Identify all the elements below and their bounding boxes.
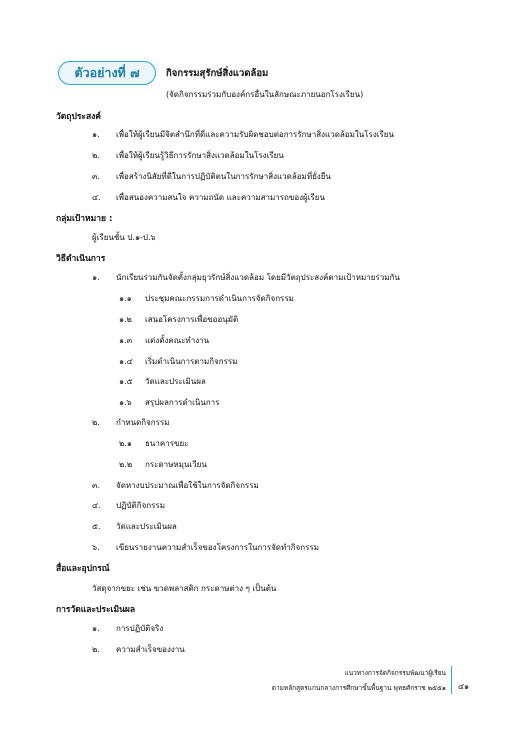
method-sub-text: เริ่มดำเนินการตามกิจกรรม	[145, 357, 238, 366]
method-sub-num: ๑.๓	[119, 336, 133, 345]
evaluation-num: ๑.	[92, 624, 100, 633]
method-sub-text: วัดและประเมินผล	[145, 377, 206, 386]
objective-text: เพื่อให้ผู้เรียนมีจิตสำนึกที่ดีและความรับผิดชอบต่อการรักษาสิ่งแวดล้อมในโรงเรียน	[116, 130, 394, 139]
objective-num: ๔.	[92, 193, 101, 202]
method-num: ๒.	[92, 418, 100, 427]
method-sub-text: ธนาคารขยะ	[145, 439, 189, 448]
objective-num: ๓.	[92, 172, 101, 181]
evaluation-num: ๒.	[92, 645, 100, 654]
objective-num: ๒.	[92, 151, 100, 160]
method-text: ปฏิบัติกิจกรรม	[116, 501, 165, 510]
materials-text: วัสดุจากขยะ เช่น ขวดพลาสติก กระดาษต่าง ๆ เป็นต้น	[92, 584, 277, 593]
method-sub-text: สรุปผลการดำเนินการ	[145, 398, 220, 407]
method-text: นักเรียนร่วมกันจัดตั้งกลุ่มยุวรักษ์สิ่งแวดล้อม โดยมีวัตถุประสงค์ตามเป้าหมายร่วมกัน	[116, 273, 400, 282]
target-heading: กลุ่มเป้าหมาย :	[56, 214, 113, 224]
materials-heading: สื่อและอุปกรณ์	[56, 564, 110, 574]
objective-text: เพื่อสนองความสนใจ ความถนัด และความสามารถของผู้เรียน	[116, 193, 325, 202]
method-text: จัดหางบประมาณเพื่อใช้ในการจัดกิจกรรม	[116, 481, 259, 490]
method-num: ๔.	[92, 501, 101, 510]
evaluation-text: ความสำเร็จของงาน	[116, 645, 185, 654]
method-text: กำหนดกิจกรรม	[116, 418, 170, 427]
objective-num: ๑.	[92, 130, 100, 139]
method-sub-text: เสนอโครงการเพื่อขออนุมัติ	[145, 315, 239, 324]
method-sub-num: ๒.๒	[119, 460, 133, 469]
page-number: ๔๑	[458, 682, 470, 691]
objective-text: เพื่อสร้างนิสัยที่ดีในการปฏิบัติตนในการรักษาสิ่งแวดล้อมที่ยั่งยืน	[116, 172, 331, 181]
footer-curriculum: ตามหลักสูตรแกนกลางการศึกษาขั้นพื้นฐาน พุทธศักราช ๒๕๕๑	[271, 684, 446, 692]
method-sub-num: ๑.๒	[119, 315, 132, 324]
example-badge	[58, 61, 156, 85]
method-num: ๑.	[92, 273, 100, 282]
method-sub-num: ๒.๑	[119, 439, 132, 448]
activity-subtitle: (จัดกิจกรรมร่วมกับองค์กรอื่นในลักษณะภายนอกโรงเรียน)	[166, 90, 364, 99]
method-sub-text: ประชุมคณะกรรมการดำเนินการจัดกิจกรรม	[145, 294, 294, 303]
method-text: เขียนรายงานความสำเร็จของโครงการในการจัดทำกิจกรรม	[116, 543, 319, 552]
example-badge-label: ตัวอย่างที่ ๗	[74, 65, 140, 80]
method-sub-num: ๑.๑	[119, 294, 132, 303]
method-text: วัดและประเมินผล	[116, 522, 177, 531]
method-heading: วิธีดำเนินการ	[56, 254, 106, 264]
objectives-heading: วัตถุประสงค์	[56, 112, 101, 122]
footer-divider	[451, 666, 452, 694]
method-sub-num: ๑.๕	[119, 377, 133, 386]
footer-book-title: แนวทางการจัดกิจกรรมพัฒนาผู้เรียน	[344, 669, 446, 677]
evaluation-heading: การวัดและประเมินผล	[56, 605, 136, 615]
method-sub-num: ๑.๖	[119, 398, 132, 407]
method-sub-text: กระดาษหมุนเวียน	[145, 460, 207, 469]
method-sub-num: ๑.๔	[119, 357, 133, 366]
target-text: ผู้เรียนชั้น ป.๑-ป.๖	[92, 233, 156, 242]
objective-text: เพื่อให้ผู้เรียนรู้วิธีการรักษาสิ่งแวดล้อมในโรงเรียน	[116, 151, 284, 160]
method-num: ๖.	[92, 543, 100, 552]
evaluation-text: การปฏิบัติจริง	[116, 624, 164, 633]
method-sub-text: แต่งตั้งคณะทำงาน	[145, 336, 210, 345]
method-num: ๓.	[92, 481, 101, 490]
activity-title: กิจกรรมสุรักษ์สิ่งแวดล้อม	[166, 68, 269, 79]
method-num: ๕.	[92, 522, 101, 531]
